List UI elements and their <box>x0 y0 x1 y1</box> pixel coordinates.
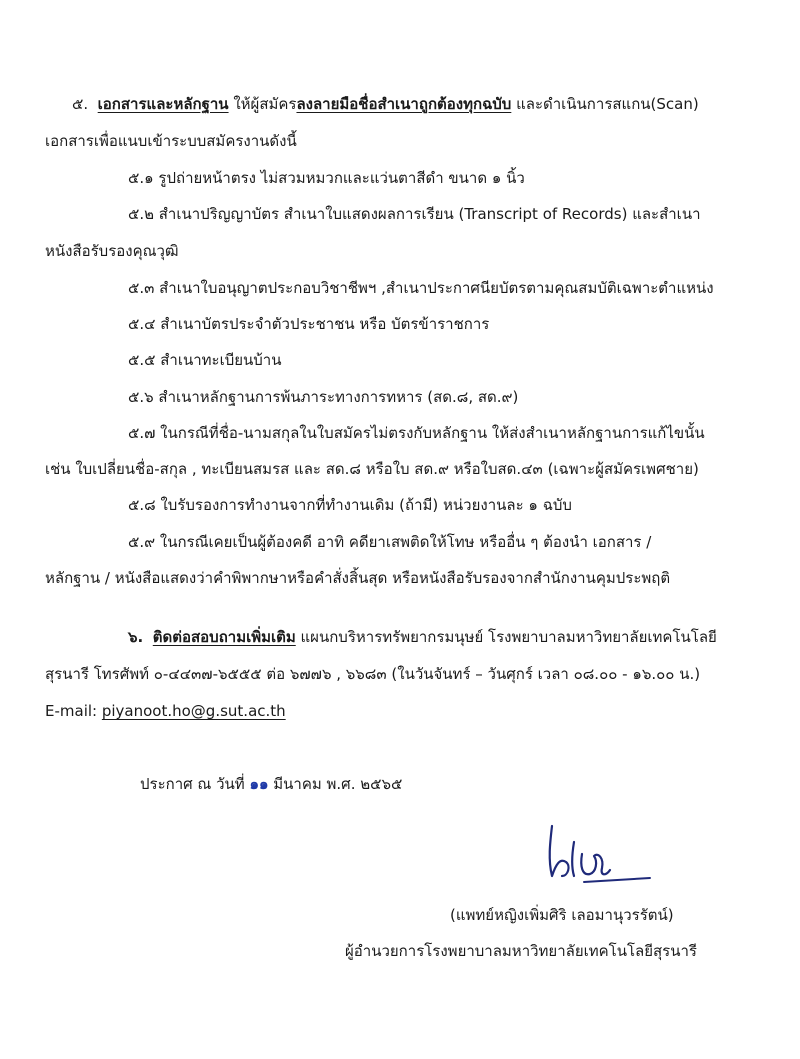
announcement-suffix: มีนาคม พ.ศ. ๒๕๖๕ <box>268 775 403 793</box>
item-5-5: ๕.๕ สำเนาทะเบียนบ้าน <box>128 351 282 369</box>
section-5-intro-a: ให้ผู้สมัคร <box>228 95 297 113</box>
announcement-prefix: ประกาศ ณ วันที่ <box>140 775 250 793</box>
section-6-email-line <box>45 700 286 722</box>
item-5-3: ๕.๓ สำเนาใบอนุญาตประกอบวิชาชีพฯ ,สำเนาประกาศนียบัตรตามคุณสมบัติเฉพาะตำแหน่ง <box>128 279 714 297</box>
signature-image <box>538 818 658 888</box>
item-5-7-line2: เช่น ใบเปลี่ยนชื่อ-สกุล , ทะเบียนสมรส และ สด.๘ หรือใบ สด.๙ หรือใบสด.๔๓ (เฉพาะผู้สมัครเพศชาย) <box>45 460 699 478</box>
signatory-name: (แพทย์หญิงเพิ่มศิริ เลอมานุวรรัตน์) <box>450 906 674 924</box>
section-5-intro-b: และดำเนินการสแกน(Scan) <box>511 95 699 113</box>
section-6-heading <box>128 626 717 648</box>
item-5-7-line1: ๕.๗ ในกรณีที่ชื่อ-นามสกุลในใบสมัครไม่ตรงกับหลักฐาน ให้ส่งสำเนาหลักฐานการแก้ไขนั้น <box>128 424 705 442</box>
section-5-title: เอกสารและหลักฐาน <box>97 95 229 113</box>
item-5-8: ๕.๘ ใบรับรองการทำงานจากที่ทำงานเดิม (ถ้ามี) หน่วยงานละ ๑ ฉบับ <box>128 496 572 514</box>
announcement-day: ๑๑ <box>249 775 269 793</box>
section-6-line2: สุรนารี โทรศัพท์ ๐-๔๔๓๗-๖๕๕๕ ต่อ ๖๗๗๖ , ๖๖๘๓ (ในวันจันทร์ – วันศุกร์ เวลา ๐๘.๐๐ - ๑๖.๐๐ น.) <box>45 665 701 683</box>
item-5-1: ๕.๑ รูปถ่ายหน้าตรง ไม่สวมหมวกและแว่นตาสีดำ ขนาด ๑ นิ้ว <box>128 169 525 187</box>
item-5-2-line1: ๕.๒ สำเนาปริญญาบัตร สำเนาใบแสดงผลการเรียน (Transcript of Records) และสำเนา <box>128 205 701 223</box>
section-6-title: ติดต่อสอบถามเพิ่มเติม <box>152 628 296 646</box>
section-5-number: ๕. <box>72 95 89 113</box>
section-6-line1-rest: แผนกบริหารทรัพยากรมนุษย์ โรงพยาบาลมหาวิทยาลัยเทคโนโลยี <box>295 628 717 646</box>
item-5-2-line2: หนังสือรับรองคุณวุฒิ <box>45 242 179 260</box>
signatory-position: ผู้อำนวยการโรงพยาบาลมหาวิทยาลัยเทคโนโลยีสุรนารี <box>345 942 697 960</box>
section-5-intro-emphasis: ลงลายมือชื่อสำเนาถูกต้องทุกฉบับ <box>296 95 512 113</box>
email-label: E-mail: <box>45 702 102 720</box>
section-6-number: ๖. <box>128 628 144 646</box>
section-5-intro-line2: เอกสารเพื่อแนบเข้าระบบสมัครงานดังนี้ <box>45 132 297 150</box>
announcement-date <box>140 773 402 795</box>
item-5-9-line1: ๕.๙ ในกรณีเคยเป็นผู้ต้องคดี อาทิ คดียาเสพติดให้โทษ หรืออื่น ๆ ต้องนำ เอกสาร / <box>128 533 652 551</box>
item-5-6: ๕.๖ สำเนาหลักฐานการพ้นภาระทางการทหาร (สด.๘, สด.๙) <box>128 388 519 406</box>
email-link[interactable]: piyanoot.ho@g.sut.ac.th <box>101 702 286 720</box>
item-5-9-line2: หลักฐาน / หนังสือแสดงว่าคำพิพากษาหรือคำสั่งสิ้นสุด หรือหนังสือรับรองจากสำนักงานคุมประพฤติ <box>45 569 671 587</box>
item-5-4: ๕.๔ สำเนาบัตรประจำตัวประชาชน หรือ บัตรข้าราชการ <box>128 315 490 333</box>
section-5-heading <box>72 93 699 115</box>
